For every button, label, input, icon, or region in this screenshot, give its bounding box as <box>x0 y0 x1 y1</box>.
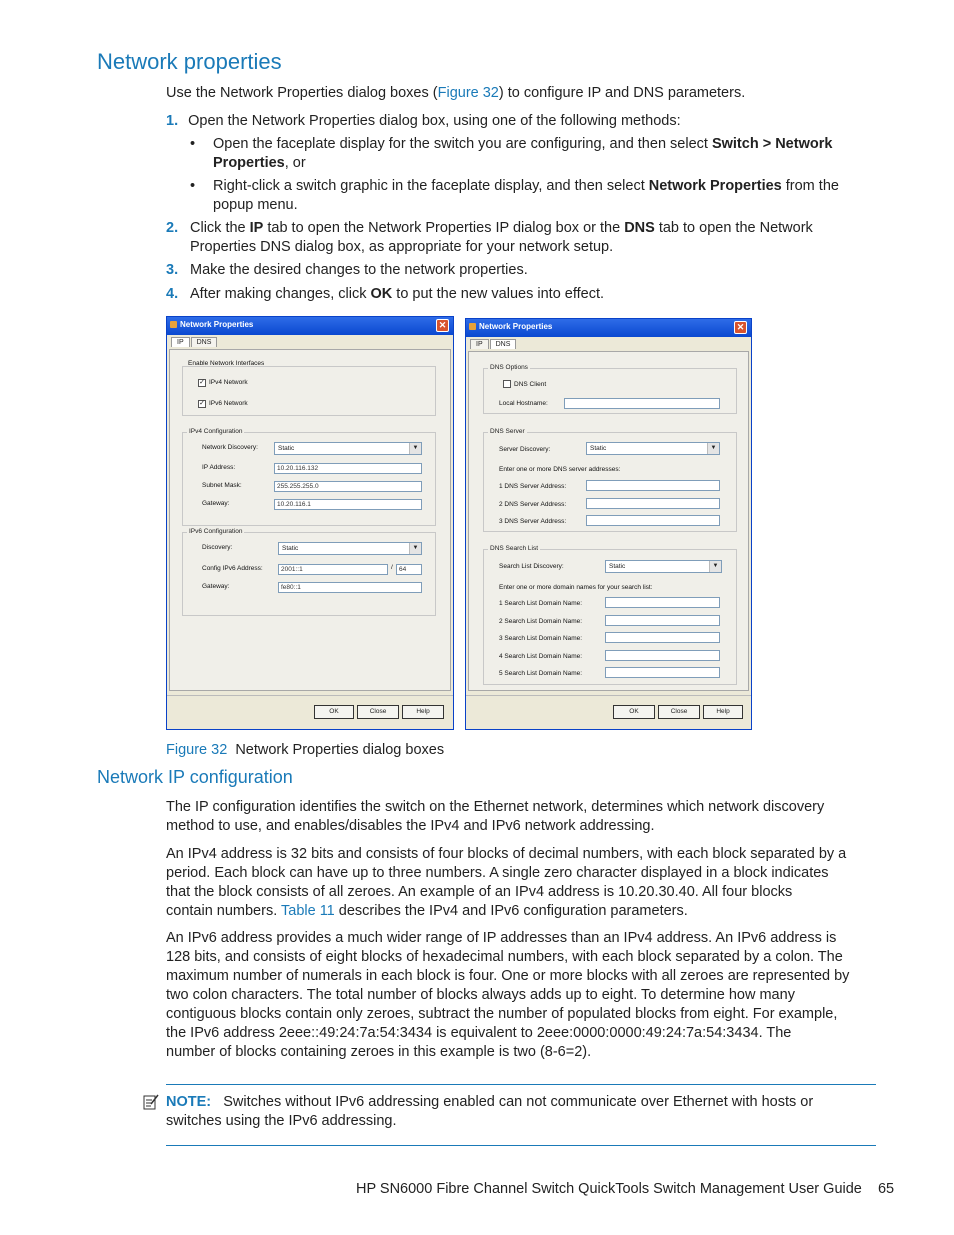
search-name-4-input[interactable] <box>605 650 720 661</box>
config-ipv6-input[interactable]: 2001::1 <box>278 564 388 575</box>
dns-client-label: DNS Client <box>514 381 547 388</box>
ipv6-gateway-label: Gateway: <box>202 583 230 590</box>
dns-options-label: DNS Options <box>490 364 528 371</box>
enable-group <box>182 366 436 416</box>
gateway-label: Gateway: <box>202 500 230 507</box>
dns-panel <box>468 351 749 691</box>
figure-link[interactable]: Figure 32 <box>437 85 499 101</box>
ip-address-label: IP Address: <box>202 464 236 471</box>
page-title: Network properties <box>97 49 282 74</box>
dns-server-3-label: 3 DNS Server Address: <box>499 518 567 525</box>
app-icon <box>469 323 476 330</box>
note-text: NOTE: Switches without IPv6 addressing enabled can not communicate over Ethernet with hosts or switches using the IPv6 addressing. <box>166 1094 814 1129</box>
step-1: 1. Open the Network Properties dialog box, using one of the following methods: <box>166 113 681 129</box>
search-name-1-input[interactable] <box>605 597 720 608</box>
ipv6-checkbox-label: IPv6 Network <box>209 400 248 407</box>
ip-dialog-titlebar[interactable]: Network Properties ✕ <box>167 317 453 335</box>
close-button[interactable]: Close <box>357 705 399 719</box>
ipv4-checkbox-label: IPv4 Network <box>209 379 248 386</box>
hostname-input[interactable] <box>564 398 720 409</box>
ip-panel <box>169 349 451 691</box>
paragraph-1: The IP configuration identifies the switch on the Ethernet network, determines which network discovery method to use, and enables/disables the IPv4 and IPv6 network addressing. <box>166 799 825 834</box>
paragraph-2: An IPv4 address is 32 bits and consists of four blocks of decimal numbers, with each block separated by a period. Each block can have up to three numbers. A single zero character displayed in a block indicates that the block consists of all zeroes. An example of an IPv4 address is 10.20.30.40. All four blocks contain numbers. Table 11 describes the IPv4 and IPv6 configuration parameters. <box>166 846 847 919</box>
ok-button[interactable]: OK <box>314 705 354 719</box>
ok-button[interactable]: OK <box>613 705 655 719</box>
note-bottom-rule <box>166 1145 876 1146</box>
dns-dialog <box>465 318 752 730</box>
figure-caption: Figure 32 Network Properties dialog boxes <box>166 742 445 758</box>
close-icon[interactable]: ✕ <box>734 321 747 334</box>
divider <box>167 695 453 696</box>
ipv6-gateway-input[interactable]: fe80::1 <box>278 582 422 593</box>
step-3: 3. Make the desired changes to the network properties. <box>166 262 528 278</box>
table-link[interactable]: Table 11 <box>281 903 335 919</box>
subsection-title: Network IP configuration <box>97 767 293 787</box>
search-name-2-label: 2 Search List Domain Name: <box>499 618 583 625</box>
dns-server-3-input[interactable] <box>586 515 720 526</box>
ipv6-checkbox[interactable]: ✓ <box>199 400 205 407</box>
chevron-down-icon: ▼ <box>409 443 421 454</box>
enable-group-label: Enable Network Interfaces <box>188 360 265 367</box>
search-name-3-label: 3 Search List Domain Name: <box>499 635 583 642</box>
config-ipv6-label: Config IPv6 Address: <box>202 565 263 572</box>
server-discovery-label: Server Discovery: <box>499 446 551 453</box>
tab-dns[interactable]: DNS <box>490 339 517 349</box>
ipv4-checkbox[interactable]: ✓ <box>199 379 205 386</box>
search-list-discovery-select[interactable]: Static ▼ <box>605 560 722 573</box>
dns-server-1-input[interactable] <box>586 480 720 491</box>
search-name-5-input[interactable] <box>605 667 720 678</box>
ipv6-discovery-select[interactable]: Static ▼ <box>278 542 422 555</box>
search-name-1-label: 1 Search List Domain Name: <box>499 600 583 607</box>
network-discovery-label: Network Discovery: <box>202 444 258 451</box>
note-top-rule <box>166 1084 876 1085</box>
dns-server-1-label: 1 DNS Server Address: <box>499 483 567 490</box>
ip-dialog <box>166 316 454 730</box>
page-footer: HP SN6000 Fibre Channel Switch QuickTools Switch Management User Guide 65 <box>356 1181 895 1197</box>
network-discovery-select[interactable]: Static ▼ <box>274 442 422 455</box>
dns-dialog-titlebar[interactable]: Network Properties ✕ <box>466 319 751 337</box>
step-4: 4. After making changes, click OK to put the new values into effect. <box>166 286 605 302</box>
search-name-2-input[interactable] <box>605 615 720 626</box>
divider <box>466 695 751 696</box>
search-name-4-label: 4 Search List Domain Name: <box>499 653 583 660</box>
chevron-down-icon: ▼ <box>709 561 721 572</box>
chevron-down-icon: ▼ <box>707 443 719 454</box>
close-button[interactable]: Close <box>658 705 700 719</box>
close-icon[interactable]: ✕ <box>436 319 449 332</box>
tab-ip[interactable]: IP <box>470 339 489 349</box>
search-list-discovery-label: Search List Discovery: <box>499 563 564 570</box>
bullet-2: • Right-click a switch graphic in the faceplate display, and then select Network Properties from the popup menu. <box>190 178 839 213</box>
dns-server-label: DNS Server <box>490 428 525 435</box>
bullet-1: • Open the faceplate display for the switch you are configuring, and then select Switch > Network Properties, or <box>190 136 833 171</box>
hostname-label: Local Hostname: <box>499 400 548 407</box>
ip-address-input[interactable]: 10.20.116.132 <box>274 463 422 474</box>
ipv4-group-label: IPv4 Configuration <box>189 428 243 435</box>
search-list-label: DNS Search List <box>490 545 539 552</box>
dns-server-2-input[interactable] <box>586 498 720 509</box>
dns-server-2-label: 2 DNS Server Address: <box>499 501 567 508</box>
help-button[interactable]: Help <box>703 705 743 719</box>
step-2: 2. Click the IP tab to open the Network Properties IP dialog box or the DNS tab to open the Network Properties DNS dialog box, as appropriate for your network setup. <box>166 220 813 255</box>
app-icon <box>170 321 177 328</box>
prefix-length-input[interactable]: 64 <box>396 564 422 575</box>
ipv6-group-label: IPv6 Configuration <box>189 528 243 535</box>
tab-dns[interactable]: DNS <box>191 337 218 347</box>
prefix-separator: / <box>391 564 393 571</box>
intro-text: Use the Network Properties dialog boxes (Figure 32) to configure IP and DNS parameters. <box>166 85 746 101</box>
chevron-down-icon: ▼ <box>409 543 421 554</box>
subnet-mask-label: Subnet Mask: <box>202 482 242 489</box>
help-button[interactable]: Help <box>402 705 444 719</box>
note-icon <box>143 1094 160 1111</box>
server-discovery-select[interactable]: Static ▼ <box>586 442 720 455</box>
dns-client-checkbox[interactable] <box>503 380 511 388</box>
search-name-5-label: 5 Search List Domain Name: <box>499 670 583 677</box>
tab-ip[interactable]: IP <box>171 337 190 347</box>
subnet-mask-input[interactable]: 255.255.255.0 <box>274 481 422 492</box>
discovery-label: Discovery: <box>202 544 233 551</box>
paragraph-3: An IPv6 address provides a much wider range of IP addresses than an IPv4 address. An IPv6 address is 128 bits, and consists of eight blocks of hexadecimal numbers, with each block separated by a colon. The maximum number of numerals in each block is four. One or more blocks with all zeroes are represented by two colon characters. The total number of blocks always adds up to eight. To determine how many contiguous blocks contain only zeroes, subtract the number of populated blocks from eight. For example, the IPv6 address 2eee::49:24:7a:54:3434 is equivalent to 2eee:0000:0000:49:24:7a:54:3434. The number of blocks containing zeroes in this example is two (8-6=2). <box>166 930 850 1060</box>
search-name-3-input[interactable] <box>605 632 720 643</box>
server-prompt: Enter one or more DNS server addresses: <box>499 466 621 473</box>
search-list-prompt: Enter one or more domain names for your search list: <box>499 584 653 591</box>
gateway-input[interactable]: 10.20.116.1 <box>274 499 422 510</box>
